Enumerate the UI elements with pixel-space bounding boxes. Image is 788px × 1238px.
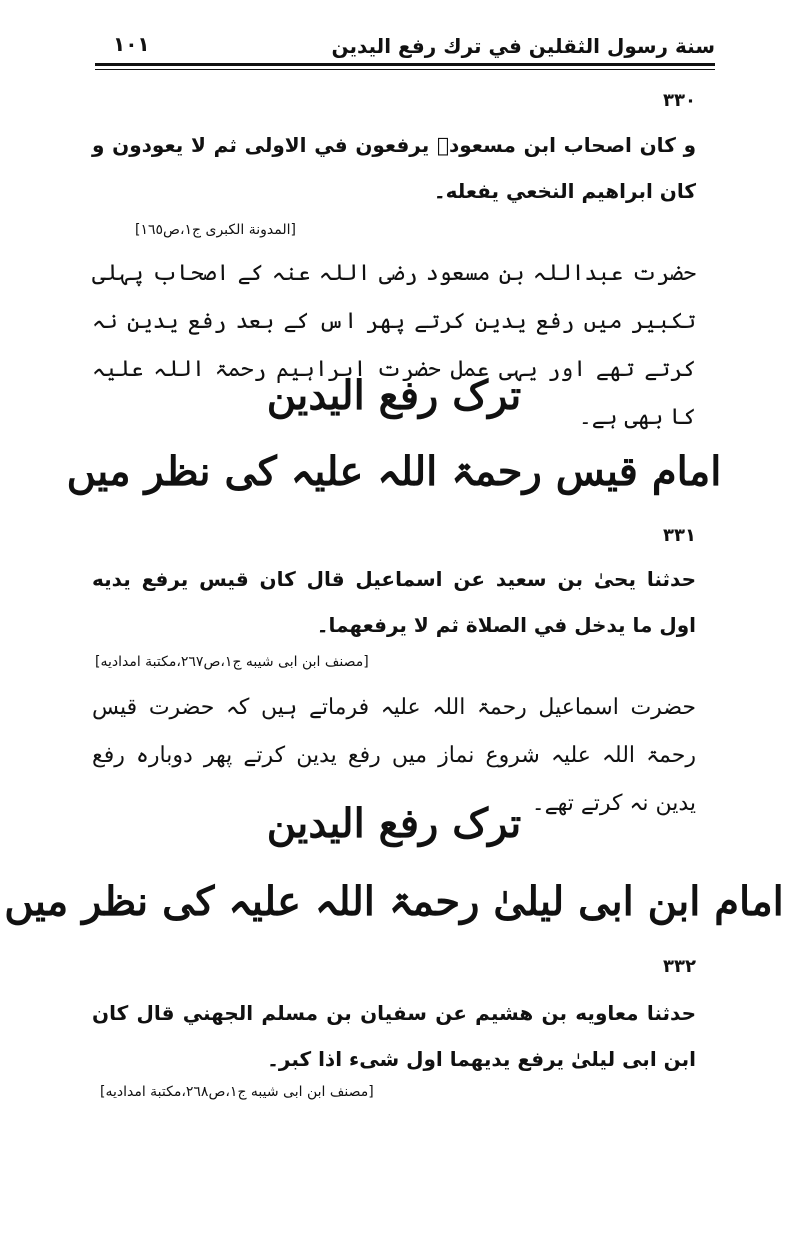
reference: [مصنف ابن ابی شیبه ج١،ص٢٦٨،مكتبة امدادیه] [100, 1084, 374, 1100]
arabic-text: و كان اصحاب ابن مسعودؓ يرفعون في الاولى ثم لا يعودون و كان ابراهيم النخعي يفعله۔ [92, 133, 696, 203]
hadith-number: ٣٣٠ [663, 90, 696, 111]
section-heading-line2: امام قیس رحمۃ اللہ علیہ کی نظر میں [66, 448, 722, 495]
arabic-text: حدثنا يحیٰ بن سعيد عن اسماعيل قال كان قيس يرفع يديه اول ما يدخل في الصلاة ثم لا يرفعهما۔ [92, 567, 696, 637]
section-heading-line2: امام ابن ابی لیلیٰ رحمۃ اللہ علیہ کی نظر میں [4, 878, 784, 925]
urdu-translation: حضرت عبداللہ بن مسعود رضی اللہ عنہ کے اصحاب پہلی تکبیر میں رفع یدین کرتے پھر اس کے بعد رفع یدین نہ کرتے تھے اور یہی عمل حضرت ابراہیم رحمۃ اللہ علیہ کا بھی ہے۔ [92, 261, 696, 430]
hadith-number: ٣٣١ [663, 525, 696, 546]
section-heading-line1: ترک رفع الیدین [266, 800, 522, 847]
page-number: ١٠١ [113, 32, 150, 56]
header-rule-thin [95, 69, 715, 70]
urdu-translation: حضرت اسماعیل رحمۃ اللہ علیہ فرماتے ہیں کہ حضرت قیس رحمۃ اللہ علیہ شروع نماز میں رفع یدین کرتے پھر دوبارہ رفع یدین نہ کرتے تھے۔ [92, 695, 696, 816]
section-heading-line1: ترک رفع الیدین [266, 372, 522, 419]
reference: [مصنف ابن ابی شیبه ج١،ص٢٦٧،مكتبة امدادیه] [95, 654, 369, 670]
reference: [المدونة الكبرى ج١،ص١٦٥] [135, 222, 296, 238]
header-rule-thick [95, 63, 715, 66]
hadith-number: ٣٣٢ [663, 956, 696, 977]
arabic-text: حدثنا معاويه بن هشيم عن سفيان بن مسلم الجهني قال كان ابن ابی ليلیٰ يرفع يديهما اول شیء اذا كبر۔ [92, 1001, 696, 1071]
running-header [95, 30, 715, 62]
running-title: سنة رسول الثقلين في ترك رفع اليدين [331, 34, 715, 58]
